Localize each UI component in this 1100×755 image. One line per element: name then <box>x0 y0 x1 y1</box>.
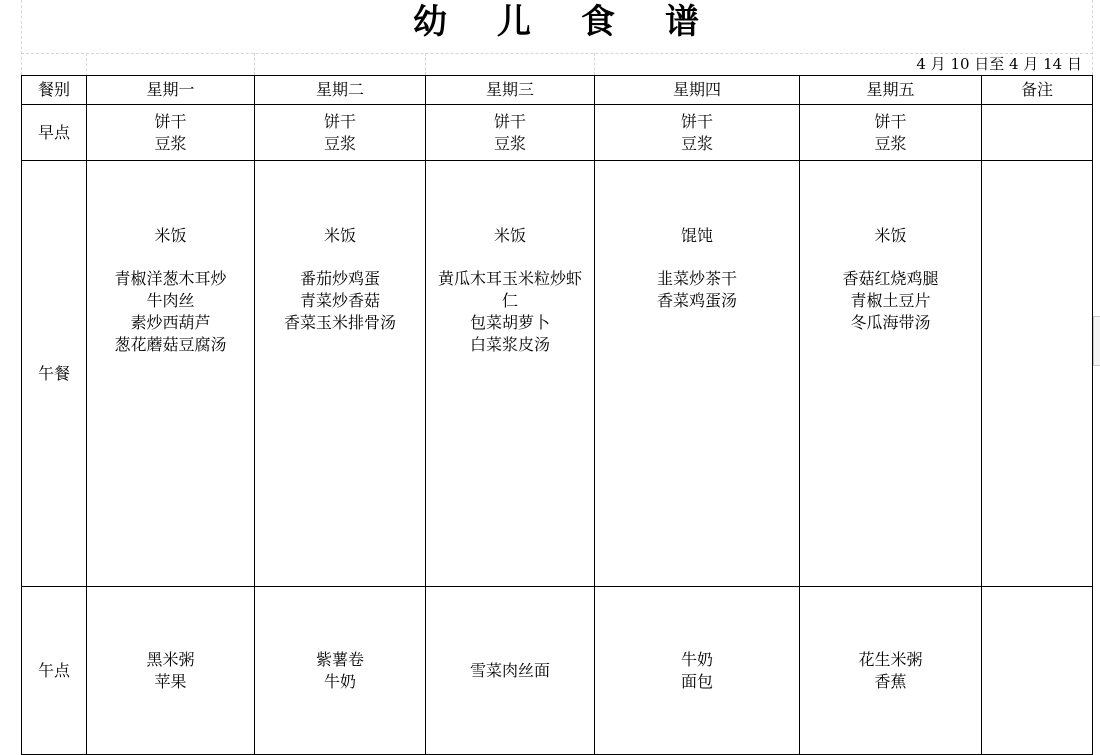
date-range: 4 月 10 日至 4 月 14 日 <box>916 55 1082 73</box>
menu-item: 豆浆 <box>154 133 187 153</box>
menu-staple: 米饭 <box>493 226 526 245</box>
header-row <box>22 76 1093 105</box>
snack-cell-notes[interactable] <box>982 587 1093 755</box>
breakfast-cell-tuesday[interactable] <box>255 105 426 161</box>
menu-item: 紫薯卷 <box>315 649 364 669</box>
header-tuesday[interactable]: 星期二 <box>255 76 426 105</box>
menu-item: 豆浆 <box>680 133 713 153</box>
snack-cell-monday[interactable] <box>87 587 255 755</box>
header-monday[interactable]: 星期一 <box>87 76 255 105</box>
title-char: 儿 <box>497 2 533 42</box>
menu-item: 牛奶 <box>323 671 356 691</box>
sheet-gridline <box>594 53 595 75</box>
menu-item: 白菜浆皮汤 <box>469 335 550 354</box>
spacer <box>802 247 979 268</box>
header-wednesday[interactable]: 星期三 <box>426 76 595 105</box>
menu-item: 面包 <box>680 671 713 691</box>
menu-staple: 馄饨 <box>680 226 713 245</box>
menu-item: 牛奶 <box>680 649 713 669</box>
breakfast-cell-friday[interactable] <box>800 105 982 161</box>
menu-item: 饼干 <box>323 111 356 131</box>
menu-item: 香菜鸡蛋汤 <box>656 291 737 310</box>
menu-item: 黑米粥 <box>146 649 195 669</box>
lunch-cell-thursday[interactable] <box>595 161 800 587</box>
menu-item: 饼干 <box>680 111 713 131</box>
menu-item: 葱花蘑菇豆腐汤 <box>114 335 227 354</box>
spacer <box>257 247 423 268</box>
sheet-gridline <box>254 53 255 75</box>
menu-item: 青椒土豆片 <box>850 291 931 310</box>
scrollbar-handle[interactable] <box>1093 316 1100 366</box>
snack-cell-thursday[interactable] <box>595 587 800 755</box>
menu-item: 豆浆 <box>874 133 907 153</box>
spacer <box>89 247 252 268</box>
title-char: 幼 <box>413 2 449 42</box>
menu-item: 番茄炒鸡蛋 <box>299 269 380 288</box>
breakfast-cell-notes[interactable] <box>982 105 1093 161</box>
row-label-lunch[interactable]: 午餐 <box>22 161 87 587</box>
snack-cell-tuesday[interactable] <box>255 587 426 755</box>
menu-table <box>21 75 1093 755</box>
header-friday[interactable]: 星期五 <box>800 76 982 105</box>
menu-item: 饼干 <box>874 111 907 131</box>
snack-cell-friday[interactable] <box>800 587 982 755</box>
title-char: 谱 <box>665 2 701 42</box>
row-label-snack[interactable]: 午点 <box>22 587 87 755</box>
title-char: 食 <box>581 2 617 42</box>
menu-item: 饼干 <box>493 111 526 131</box>
menu-item: 豆浆 <box>493 133 526 153</box>
menu-item: 雪菜肉丝面 <box>469 660 550 680</box>
menu-item: 黄瓜木耳玉米粒炒虾 <box>437 269 582 288</box>
menu-item: 香蕉 <box>874 671 907 691</box>
header-meal[interactable]: 餐别 <box>22 76 87 105</box>
header-notes[interactable]: 备注 <box>982 76 1093 105</box>
menu-item: 香菇红烧鸡腿 <box>842 269 939 288</box>
menu-item: 牛肉丝 <box>146 291 195 310</box>
lunch-row <box>22 161 1093 587</box>
lunch-cell-friday[interactable] <box>800 161 982 587</box>
breakfast-cell-thursday[interactable] <box>595 105 800 161</box>
lunch-cell-monday[interactable] <box>87 161 255 587</box>
menu-item: 素炒西葫芦 <box>130 313 211 332</box>
spacer <box>597 247 797 268</box>
menu-item: 青菜炒香菇 <box>299 291 380 310</box>
menu-item: 青椒洋葱木耳炒 <box>114 269 227 288</box>
menu-item: 香菜玉米排骨汤 <box>283 313 396 332</box>
menu-item: 冬瓜海带汤 <box>850 313 931 332</box>
menu-staple: 米饭 <box>154 226 187 245</box>
lunch-cell-notes[interactable] <box>982 161 1093 587</box>
snack-cell-wednesday[interactable] <box>426 587 595 755</box>
menu-staple: 米饭 <box>874 226 907 245</box>
sheet-gridline <box>425 53 426 75</box>
menu-item: 包菜胡萝卜 <box>469 313 550 332</box>
menu-item: 韭菜炒茶干 <box>656 269 737 288</box>
menu-item: 花生米粥 <box>858 649 923 669</box>
page-title <box>21 0 1093 50</box>
spacer <box>428 247 592 268</box>
menu-staple: 米饭 <box>323 226 356 245</box>
breakfast-cell-wednesday[interactable] <box>426 105 595 161</box>
breakfast-row <box>22 105 1093 161</box>
snack-row <box>22 587 1093 755</box>
menu-item: 苹果 <box>154 671 187 691</box>
menu-item: 仁 <box>501 291 518 310</box>
menu-item: 豆浆 <box>323 133 356 153</box>
header-thursday[interactable]: 星期四 <box>595 76 800 105</box>
menu-item: 饼干 <box>154 111 187 131</box>
row-label-breakfast[interactable]: 早点 <box>22 105 87 161</box>
lunch-cell-wednesday[interactable] <box>426 161 595 587</box>
breakfast-cell-monday[interactable] <box>87 105 255 161</box>
lunch-cell-tuesday[interactable] <box>255 161 426 587</box>
